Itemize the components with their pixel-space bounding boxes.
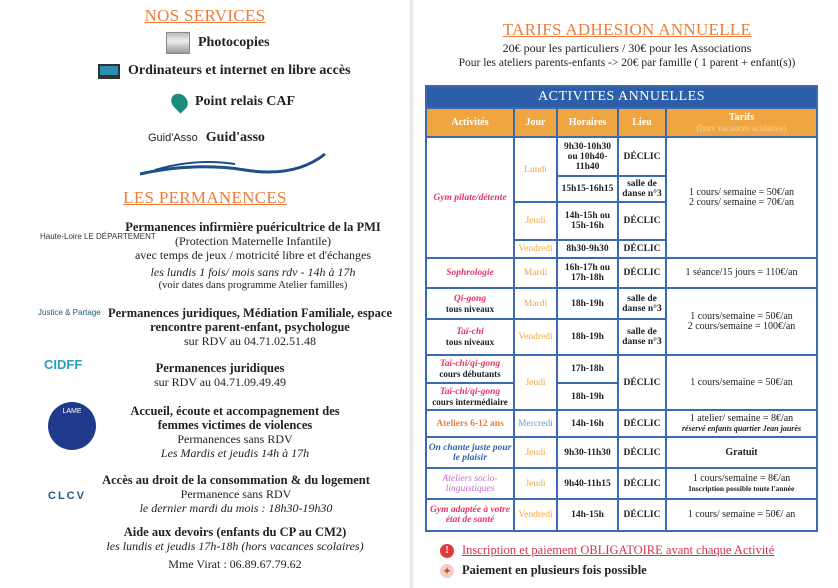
- tarif-line: 2 cours/semaine = 100€/an: [687, 320, 796, 332]
- hours: 17h-18h: [557, 355, 618, 383]
- activity-title: Taï-chi: [456, 327, 484, 337]
- activity-name: Sophrologie: [426, 258, 514, 288]
- permanence-pmi: [108, 220, 398, 293]
- left-page: [0, 0, 410, 588]
- guidasso-logo: Guid'Asso: [148, 132, 198, 144]
- tarif: [666, 137, 817, 258]
- header-tarifs: [666, 108, 817, 137]
- permanence-contact: Mme Virat : 06.89.67.79.62: [168, 557, 302, 571]
- adhesion-line: 20€ pour les particuliers / 30€ pour les Associations: [502, 41, 752, 55]
- activity-name: Gym adaptée à votre état de santé: [426, 499, 514, 531]
- day: Mercredi: [514, 410, 557, 437]
- day: Jeudi: [514, 437, 557, 468]
- hours: 14h-16h: [557, 410, 618, 437]
- permanence-line: Permanence sans RDV: [180, 487, 292, 501]
- place: DÉCLIC: [618, 499, 666, 531]
- hours: 8h30-9h30: [557, 240, 618, 258]
- permanence-schedule: les lundis 1 fois/ mois sans rdv - 14h à 17h: [150, 265, 356, 279]
- service-label: Ordinateurs et internet en libre accès: [128, 63, 351, 78]
- day: Mardi: [514, 258, 557, 288]
- tarif: 1 séance/15 jours = 110€/an: [666, 258, 817, 288]
- cidff-logo: CIDFF: [44, 357, 83, 372]
- photocopier-icon: [166, 32, 190, 54]
- right-page: [416, 0, 838, 588]
- tarif-line: 1 cours/semaine = 8€/an: [692, 472, 791, 484]
- table-row: [426, 437, 817, 468]
- place: DÉCLIC: [618, 240, 666, 258]
- permanence-title: Permanences juridiques: [155, 361, 285, 375]
- tarifs-label: Tarifs: [728, 111, 755, 123]
- parents-enfants-line: Pour les ateliers parents-enfants -> 20€ par famille ( 1 parent + enfant(s)): [458, 57, 796, 69]
- payment-text: Paiement en plusieurs fois possible: [462, 563, 647, 577]
- service-label: Guid'asso: [205, 130, 265, 145]
- hours: 15h15-16h15: [557, 176, 618, 202]
- service-label: Point relais CAF: [195, 94, 296, 109]
- tarif-line: 1 cours/semaine = 50€/an: [690, 310, 793, 322]
- place: DÉCLIC: [618, 410, 666, 437]
- permanence-title: Permanences juridiques, Médiation Familiale, espace rencontre parent-enfant, psychologue: [108, 306, 392, 334]
- laptop-icon: [98, 64, 120, 79]
- day: Lundi: [514, 137, 557, 202]
- activity-name: [426, 383, 514, 410]
- hours: 9h30-10h30 ou 10h40-11h40: [557, 137, 618, 176]
- permanence-schedule: Les Mardis et jeudis 14h à 17h: [160, 446, 310, 460]
- permanence-schedule: les lundis et jeudis 17h-18h (hors vacances scolaires): [106, 539, 364, 553]
- activity-name: [426, 288, 514, 319]
- service-computers: [98, 63, 351, 79]
- place: DÉCLIC: [618, 258, 666, 288]
- service-photocopies: [166, 32, 270, 54]
- activity-level: cours intermédiaire: [432, 396, 508, 407]
- activity-level: tous niveaux: [445, 303, 495, 314]
- place: DÉCLIC: [618, 202, 666, 240]
- activity-name: On chante juste pour le plaisir: [426, 437, 514, 468]
- table-row: [426, 468, 817, 499]
- tarifs-title: TARIFS ADHESION ANNUELLE: [502, 20, 752, 39]
- obligatoire-notice: [440, 543, 774, 558]
- permanence-title: Permanences infirmière puéricultrice de la PMI: [125, 220, 381, 234]
- place: DÉCLIC: [618, 137, 666, 176]
- payment-notice: [440, 563, 647, 578]
- tarif-line: 1 cours/ semaine = 50€/an: [688, 186, 795, 198]
- hours: 18h-19h: [557, 319, 618, 355]
- aide-devoirs: [90, 525, 380, 571]
- exclamation-icon: !: [440, 544, 454, 558]
- wave-divider: [135, 150, 335, 180]
- activity-name: Ateliers socio-linguistiques: [426, 468, 514, 499]
- activity-title: Taï-chi/qi-gong: [439, 359, 501, 369]
- tarif: 1 cours/semaine = 50€/an: [666, 355, 817, 410]
- day: Jeudi: [514, 355, 557, 410]
- activity-title: Qi-gong: [453, 293, 487, 304]
- permanence-note: (voir dates dans programme Atelier familles): [158, 280, 348, 291]
- hours: 14h-15h: [557, 499, 618, 531]
- day: Vendredi: [514, 240, 557, 258]
- service-caf: [172, 93, 295, 111]
- service-label: Photocopies: [198, 35, 270, 50]
- permanence-line: sur RDV au 04.71.02.51.48: [183, 334, 317, 348]
- day: Vendredi: [514, 499, 557, 531]
- permanence-title: Accueil, écoute et accompagnement des femmes victimes de violences: [130, 404, 340, 432]
- place: DÉCLIC: [618, 468, 666, 499]
- clcv-logo: CLCV: [48, 490, 86, 502]
- table-row: [426, 258, 817, 288]
- place: salle de danse n°3: [618, 176, 666, 202]
- table-row: [426, 410, 817, 437]
- tarif-line: 1 atelier/ semaine = 8€/an: [689, 412, 794, 424]
- hours: 18h-19h: [557, 383, 618, 410]
- day: Mardi: [514, 288, 557, 319]
- table-row: [426, 137, 817, 176]
- day: Jeudi: [514, 202, 557, 240]
- permanence-title: Accès au droit de la consommation & du logement: [102, 473, 370, 487]
- place: salle de danse n°3: [618, 319, 666, 355]
- header-jour: Jour: [514, 108, 557, 137]
- place: salle de danse n°3: [618, 288, 666, 319]
- tarif: Gratuit: [666, 437, 817, 468]
- permanence-cidff: [130, 361, 310, 389]
- permanence-clcv: [96, 473, 376, 515]
- tarif-line: 2 cours/ semaine = 70€/an: [688, 196, 795, 208]
- table-row: [426, 355, 817, 383]
- hours: 9h40-11h15: [557, 468, 618, 499]
- notice-text: Inscription et paiement OBLIGATOIRE avant chaque Activité: [462, 543, 775, 557]
- activities-table: [425, 85, 818, 532]
- justice-partage-logo: Justice & Partage: [38, 308, 101, 317]
- lame-logo: LAME: [48, 402, 96, 450]
- activity-level: cours débutants: [439, 369, 501, 379]
- activity-name: Ateliers 6-12 ans: [426, 410, 514, 437]
- tarif-note: Inscription possible toute l'année: [688, 483, 795, 493]
- tarifs-sub: (hors vacances scolaires): [696, 122, 787, 133]
- activity-name: Gym pilate/détente: [426, 137, 514, 258]
- lightbulb-icon: ✦: [440, 564, 454, 578]
- table-title: ACTIVITES ANNUELLES: [426, 86, 817, 108]
- day: Vendredi: [514, 319, 557, 355]
- hours: 16h-17h ou 17h-18h: [557, 258, 618, 288]
- service-guidasso: [148, 130, 265, 146]
- table-row: [426, 499, 817, 531]
- header-horaires: Horaires: [557, 108, 618, 137]
- day: Jeudi: [514, 468, 557, 499]
- permanence-line: Permanences sans RDV: [177, 432, 293, 446]
- place: DÉCLIC: [618, 355, 666, 410]
- place: DÉCLIC: [618, 437, 666, 468]
- caf-pin-icon: [168, 90, 191, 113]
- activity-name: [426, 319, 514, 355]
- tarif-note: réservé enfants quartier Jean jaurès: [681, 423, 802, 433]
- activity-title: Taï-chi/qi-gong: [439, 386, 501, 397]
- hours: 14h-15h ou 15h-16h: [557, 202, 618, 240]
- hours: 9h30-11h30: [557, 437, 618, 468]
- tarif: [666, 468, 817, 499]
- table-row: [426, 288, 817, 319]
- permanence-title: Aide aux devoirs (enfants du CP au CM2): [123, 525, 347, 539]
- permanence-line: avec temps de jeux / motricité libre et d'échanges: [134, 248, 372, 262]
- header-lieu: Lieu: [618, 108, 666, 137]
- permanence-line: sur RDV au 04.71.09.49.49: [153, 375, 287, 389]
- tarif: [666, 410, 817, 437]
- permanence-justice: [105, 306, 395, 348]
- permanence-line: (Protection Maternelle Infantile): [175, 234, 331, 248]
- hours: 18h-19h: [557, 288, 618, 319]
- tarif: 1 cours/ semaine = 50€/ an: [666, 499, 817, 531]
- header-activites: Activités: [426, 108, 514, 137]
- haute-loire-logo: Haute-Loire LE DÉPARTEMENT: [40, 232, 156, 241]
- tarif: [666, 288, 817, 355]
- services-title: NOS SERVICES: [144, 6, 266, 25]
- permanence-violences: [130, 404, 340, 460]
- permanence-schedule: le dernier mardi du mois : 18h30-19h30: [139, 501, 333, 515]
- activity-level: tous niveaux: [445, 337, 495, 347]
- activity-name: [426, 355, 514, 383]
- permanences-title: LES PERMANENCES: [123, 188, 287, 207]
